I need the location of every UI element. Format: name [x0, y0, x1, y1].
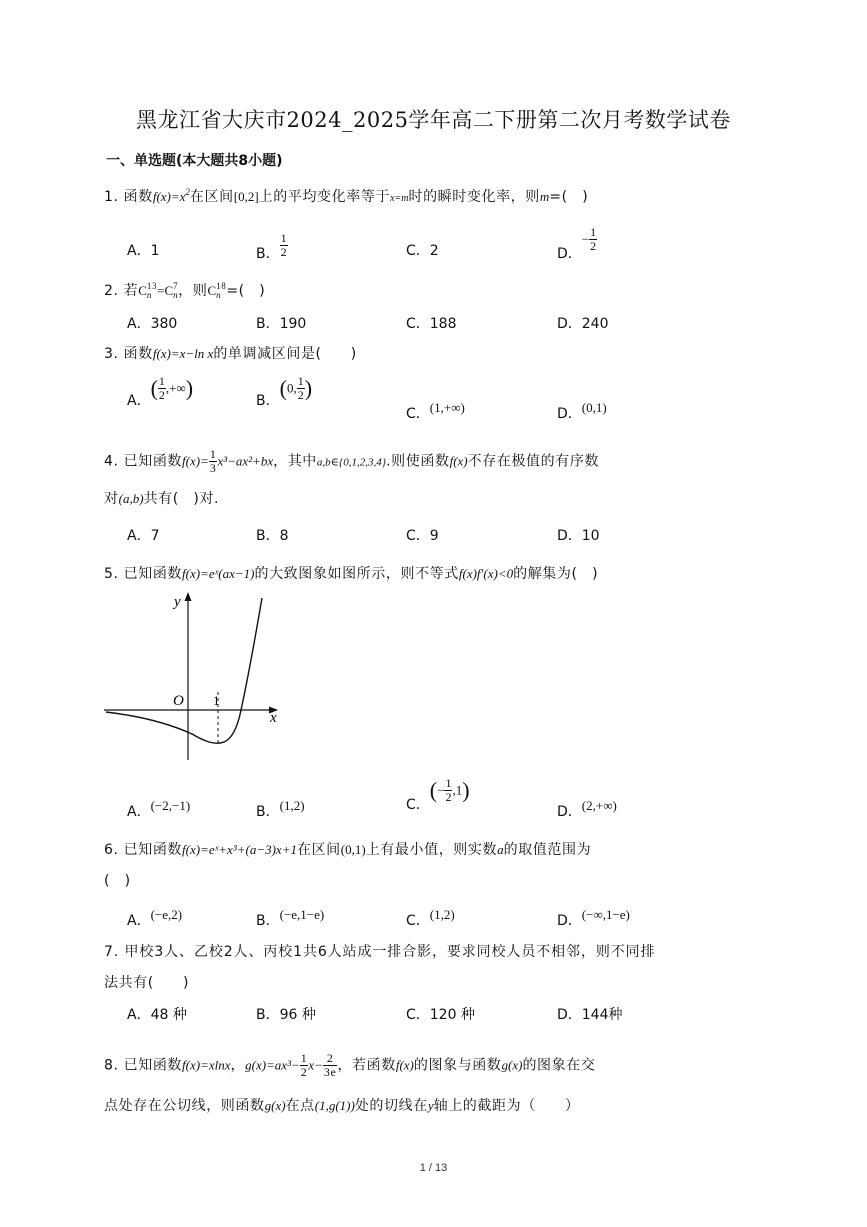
math-expr: f(x)=x [152, 189, 186, 204]
math-expr: g(x)=ax³− [245, 1057, 300, 1073]
denominator: 2 [300, 1065, 308, 1079]
q7-option-a[interactable]: A．48 种 [127, 1007, 187, 1023]
math-expr: f(x)=xlnx [182, 1057, 231, 1073]
question-8-stem-line2 [104, 1095, 580, 1115]
exam-title: 黑龙江省大庆市2024_2025学年高二下册第二次月考数学试卷 [136, 108, 731, 132]
fraction [158, 375, 166, 402]
math-expr: (−e,1−e) [279, 907, 325, 922]
question-3-stem [104, 343, 357, 363]
paren: ) [304, 375, 313, 401]
math-expr: f(x)= [182, 453, 209, 469]
paren: ) [185, 375, 194, 401]
math-expr: C [138, 283, 147, 298]
text: 的取值范围为 [503, 842, 592, 858]
numerator: 1 [209, 447, 217, 461]
math-interval: (0,1) [340, 842, 366, 857]
denominator: 2 [280, 245, 287, 259]
question-5-stem [104, 563, 598, 583]
question-number: 5. [104, 566, 119, 582]
y-axis-label: y [174, 594, 181, 610]
function-curve [106, 598, 262, 743]
fraction [297, 375, 305, 402]
math-expr: f(x) [449, 453, 468, 469]
math-expr: (0,1) [581, 400, 607, 415]
question-4-stem-line1 [104, 448, 599, 475]
y-axis-arrow [185, 592, 192, 601]
math-expr: f(x)=eˣ+x³+(a−3)x+1 [182, 842, 297, 857]
question-6-stem-line2: ( ) [104, 873, 131, 889]
text: 的大致图象如图所示，则不等式 [254, 566, 459, 582]
text: =( ) [226, 283, 266, 299]
q3-option-a[interactable] [127, 374, 194, 409]
math-expr: x− [308, 1057, 323, 1073]
q3-option-c[interactable] [406, 397, 465, 422]
math-expr: (a,b) [118, 491, 144, 506]
q6-option-d[interactable] [557, 904, 630, 929]
text: 函数 [123, 189, 153, 205]
q7-option-d[interactable]: D．144种 [557, 1007, 623, 1023]
question-number: 8. [104, 1057, 119, 1074]
math-expr: ,1 [452, 782, 463, 798]
q2-option-a[interactable]: A．380 [127, 316, 178, 332]
option-label: C． [406, 406, 430, 422]
numerator: 2 [323, 1052, 338, 1066]
option-label: D． [557, 406, 582, 422]
option-label: B． [256, 913, 280, 929]
denominator: 2 [445, 790, 452, 804]
subscript: n [146, 290, 153, 300]
option-label: A． [127, 804, 151, 820]
text: 已知函数 [123, 842, 183, 858]
option-label: A． [127, 392, 151, 409]
minus-sign: − [437, 782, 445, 798]
text: 共有( )对. [143, 491, 220, 507]
text: 在点 [285, 1098, 315, 1114]
paren: ) [462, 777, 470, 803]
math-expr: (2,+∞) [581, 798, 617, 813]
math-expr: (−2,−1) [150, 798, 191, 813]
subscript: n [173, 290, 179, 300]
text: .则使函数 [386, 453, 450, 470]
fraction [323, 1052, 338, 1079]
q2-option-d[interactable]: D．240 [557, 316, 609, 332]
question-number: 7. [104, 944, 120, 960]
q4-option-d[interactable]: D．10 [557, 528, 600, 544]
question-7-stem-line2: 法共有( ) [104, 975, 190, 991]
origin-label: O [173, 693, 184, 709]
option-label: B． [256, 245, 280, 262]
subscript: n [216, 290, 222, 300]
question-number: 6. [104, 842, 119, 858]
math-expr: (1,2) [279, 798, 305, 813]
math-var: y [427, 1098, 434, 1113]
numerator: 1 [158, 374, 165, 388]
numerator: 1 [445, 776, 452, 790]
fraction [589, 226, 597, 253]
question-4-stem-line2 [104, 488, 219, 508]
text: 已知函数 [123, 453, 183, 470]
q4-option-c[interactable]: C．9 [406, 528, 439, 544]
text: 的单调减区间是( ) [213, 346, 357, 362]
text: 的图象与函数 [413, 1057, 502, 1074]
text: 已知函数 [123, 566, 183, 582]
text: 在区间 [296, 842, 341, 858]
math-var: a [497, 842, 504, 857]
paren: ( [279, 375, 287, 401]
question-7-stem-line1 [104, 941, 655, 961]
question-number: 2. [104, 283, 119, 299]
math-expr: C [207, 283, 217, 298]
option-label: D． [557, 804, 582, 820]
math-expr: f(x)=eˣ(ax−1) [182, 566, 255, 581]
x-axis-label: x [270, 710, 277, 726]
q5-option-c[interactable] [406, 776, 470, 813]
q7-option-c[interactable]: C．120 种 [406, 1007, 475, 1023]
text: 上有最小值，则实数 [365, 842, 498, 858]
math-expr: g(x) [501, 1057, 523, 1073]
denominator: 3e [323, 1065, 337, 1079]
text: 点处存在公切线，则函数 [104, 1098, 265, 1114]
denominator: 2 [590, 239, 597, 253]
text: 不存在极值的有序数 [467, 453, 600, 470]
text: 的解集为( ) [513, 566, 599, 582]
superscript: 18 [216, 281, 227, 291]
denominator: 3 [209, 461, 217, 475]
text: ，若函数 [337, 1057, 396, 1074]
q1-option-c[interactable]: C．2 [406, 243, 439, 259]
math-expr: f(x)=x−ln x [152, 346, 214, 361]
question-number: 4. [104, 453, 119, 470]
q3-option-d[interactable] [557, 397, 607, 422]
text: 轴上的截距为（ ） [433, 1098, 580, 1114]
math-expr: 0, [286, 380, 297, 396]
option-label: A． [127, 913, 151, 929]
math-expr: (1,2) [429, 907, 455, 922]
q5-option-d[interactable] [557, 795, 617, 820]
text: 时的瞬时变化率，则 [408, 189, 540, 205]
denominator: 2 [297, 388, 304, 402]
q6-option-c[interactable] [406, 904, 455, 929]
math-interval: [0,2] [233, 189, 259, 204]
q4-option-a[interactable]: A．7 [127, 528, 160, 544]
math-expr: (1,+∞) [429, 400, 465, 415]
text: 若 [123, 283, 139, 299]
math-set: a,b∈{0,1,2,3,4} [316, 456, 387, 469]
option-label: B． [256, 804, 280, 820]
math-expr: (1,g(1)) [314, 1098, 355, 1113]
fraction [280, 232, 288, 259]
tick-label-1: 1 [213, 693, 220, 708]
math-expr: f(x) [395, 1057, 414, 1073]
text: 上的平均变化率等于 [258, 189, 391, 205]
text: =( ) [549, 189, 589, 205]
math-expr: g(x) [264, 1098, 286, 1113]
question-2-stem [104, 280, 265, 300]
option-label: C． [406, 913, 430, 929]
q1-option-d[interactable] [557, 225, 597, 262]
function-graph [100, 588, 290, 768]
paren: ( [150, 375, 158, 401]
math-expr: (−e,2) [150, 907, 183, 922]
q1-option-a[interactable]: A．1 [127, 243, 160, 259]
q2-option-b[interactable]: B．190 [256, 316, 307, 332]
question-6-stem-line1 [104, 839, 591, 859]
q5-option-a[interactable] [127, 795, 191, 820]
question-1-stem [104, 186, 588, 206]
text: ， [230, 1057, 246, 1074]
q3-option-b[interactable] [256, 374, 313, 409]
q4-option-b[interactable]: B．8 [256, 528, 289, 544]
text: 处的切线在 [354, 1098, 428, 1114]
q6-option-b[interactable] [256, 904, 325, 929]
text: ，则 [178, 283, 208, 299]
option-label: B． [256, 392, 280, 409]
question-number: 3. [104, 346, 119, 362]
superscript: 13 [146, 281, 158, 291]
option-label: D． [557, 245, 582, 262]
numerator: 1 [280, 231, 287, 245]
text: 在区间 [189, 189, 234, 205]
q5-option-b[interactable] [256, 795, 305, 820]
text: 的图象在交 [522, 1057, 596, 1074]
page-number: 1 / 13 [419, 1162, 448, 1174]
text: 函数 [123, 346, 153, 362]
q2-option-c[interactable]: C．188 [406, 316, 457, 332]
q1-option-b[interactable] [256, 231, 288, 262]
q7-option-b[interactable]: B．96 种 [256, 1007, 316, 1023]
option-label: C． [406, 796, 430, 813]
paren: ( [429, 777, 438, 803]
numerator: 1 [590, 225, 597, 239]
math-expr: x³−ax²+bx [217, 453, 274, 469]
option-label: D． [557, 913, 582, 929]
text: 已知函数 [123, 1057, 183, 1074]
section-heading: 一、单选题(本大题共8小题) [106, 153, 283, 169]
math-expr: f(x)f′(x)<0 [458, 566, 514, 581]
q6-option-a[interactable] [127, 904, 183, 929]
math-expr: (−∞,1−e) [581, 907, 630, 922]
math-expr: x=m [390, 193, 409, 204]
question-8-stem-line1 [104, 1052, 595, 1079]
text: ，其中 [273, 453, 317, 470]
math-expr: ,+∞ [165, 380, 186, 396]
question-number: 1. [104, 189, 119, 205]
numerator: 1 [297, 374, 304, 388]
math-var: m [539, 189, 550, 204]
minus-sign: − [581, 231, 590, 247]
denominator: 2 [158, 388, 165, 402]
numerator: 1 [300, 1051, 308, 1065]
math-exponent: 2 [185, 187, 190, 197]
text: 对 [104, 491, 119, 507]
math-expr: =C [157, 283, 174, 298]
text: 甲校3人、乙校2人、丙校1共6人站成一排合影，要求同校人员不相邻，则不同排 [124, 944, 656, 960]
superscript: 7 [173, 281, 179, 291]
